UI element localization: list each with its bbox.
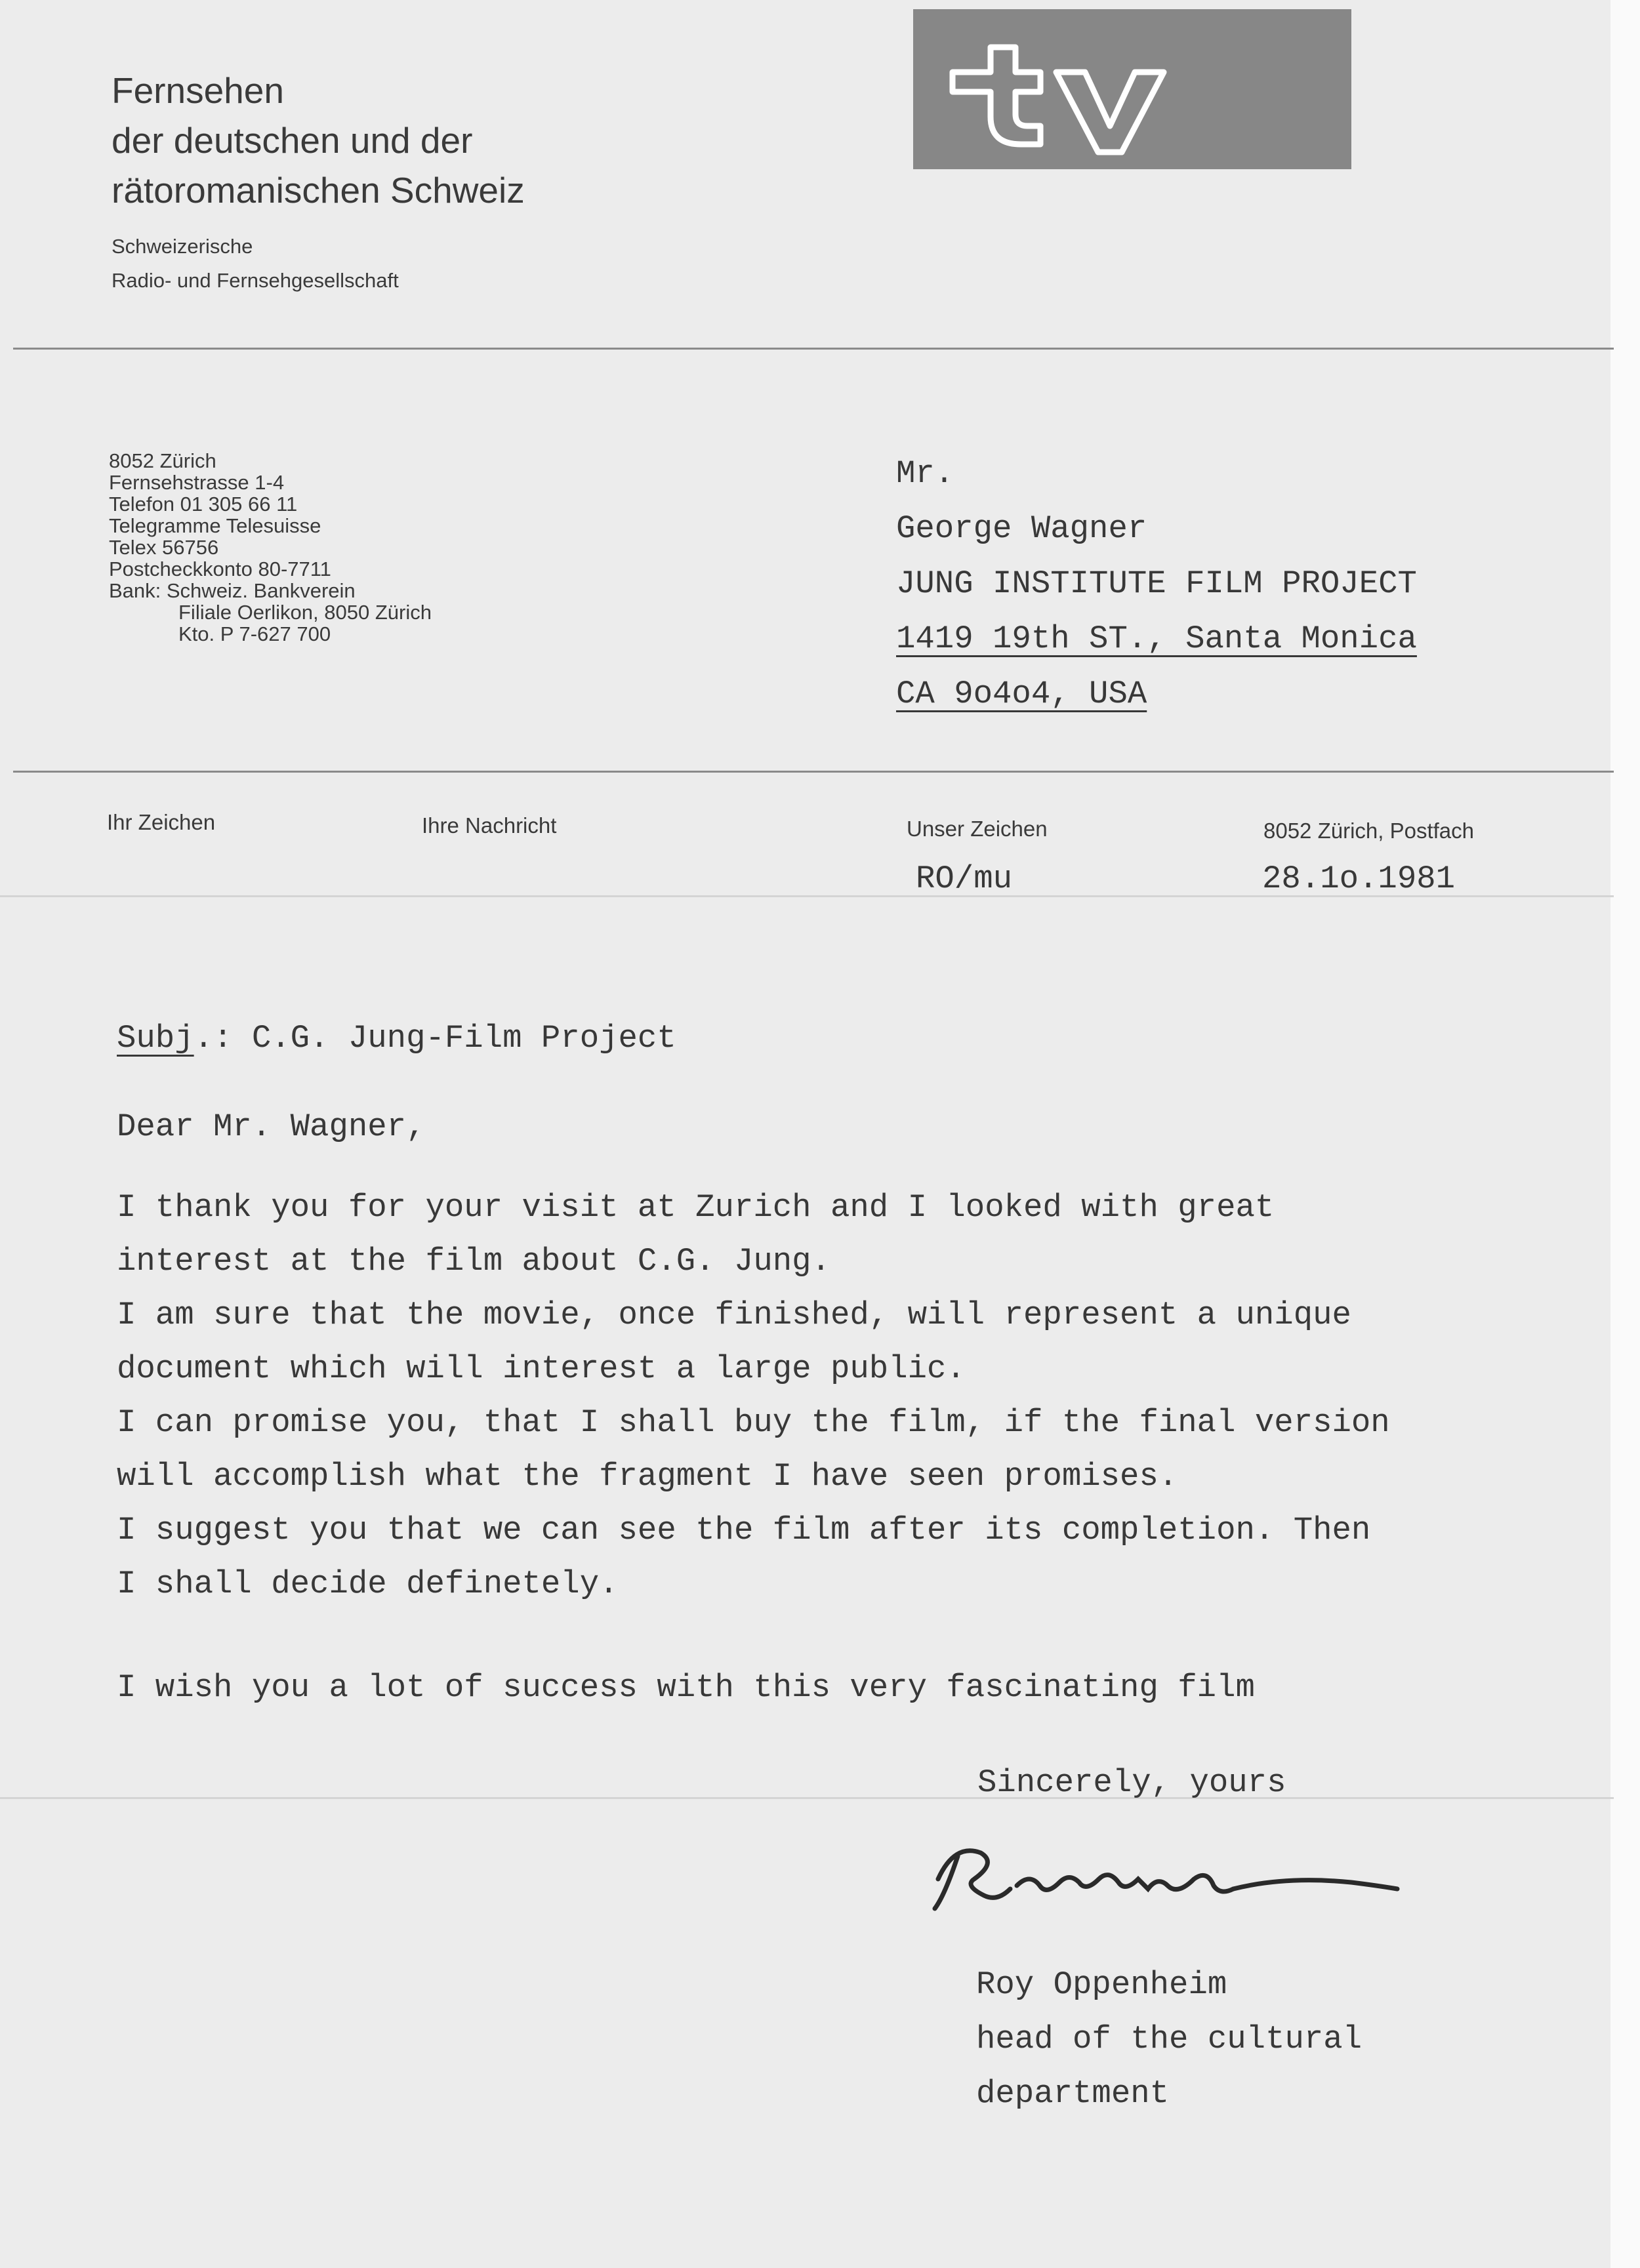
signature-icon: [918, 1817, 1417, 1935]
subject-line: [117, 1020, 676, 1057]
sign-off: Sincerely, yours: [977, 1764, 1286, 1801]
tv-logo-icon: [913, 9, 1351, 169]
address-line: Fernsehstrasse 1-4: [109, 471, 285, 494]
recipient-address: [896, 446, 1417, 721]
recipient-organization: JUNG INSTITUTE FILM PROJECT: [896, 565, 1417, 602]
organization-name: [112, 66, 525, 215]
place-label: 8052 Zürich, Postfach: [1263, 819, 1475, 843]
organization-subtitle: [112, 230, 399, 298]
handwritten-signature: [918, 1817, 1417, 1935]
signer-title: head of the cultural: [976, 2021, 1363, 2057]
address-line: Telex 56756: [109, 536, 219, 559]
sender-address: [109, 450, 432, 645]
recipient-name: George Wagner: [896, 510, 1147, 547]
org-line: rätoromanischen Schweiz: [112, 170, 525, 211]
tv-logo: [913, 9, 1351, 169]
letter-body: [117, 1181, 1390, 1611]
ihr-zeichen-label: Ihr Zeichen: [107, 810, 216, 834]
address-line: Postcheckkonto 80-7711: [109, 557, 331, 580]
address-line: Telefon 01 305 66 11: [109, 493, 298, 516]
recipient-title: Mr.: [896, 455, 954, 492]
body-line: document which will interest a large public.: [117, 1350, 966, 1387]
recipient-street: 1419 19th ST., Santa Monica: [896, 620, 1417, 657]
header-rule: [13, 348, 1614, 350]
org-line: der deutschen und der: [112, 120, 473, 161]
body-line: interest at the film about C.G. Jung.: [117, 1243, 830, 1280]
signer-title: department: [976, 2075, 1170, 2112]
sub-org-line: Schweizerische: [112, 235, 253, 258]
letter-date: 28.1o.1981: [1262, 861, 1456, 897]
address-rule: [13, 771, 1614, 773]
salutation: Dear Mr. Wagner,: [117, 1108, 426, 1145]
address-line: Kto. P 7-627 700: [178, 622, 331, 645]
body-line: I thank you for your visit at Zurich and I looked with great: [117, 1189, 1275, 1226]
recipient-city: CA 9o4o4, USA: [896, 676, 1147, 712]
address-line: Filiale Oerlikon, 8050 Zürich: [178, 601, 432, 624]
signer-block: [976, 1958, 1362, 2121]
body-line: I can promise you, that I shall buy the film, if the final version: [117, 1404, 1390, 1441]
address-line: 8052 Zürich: [109, 449, 216, 472]
subject-text: .: C.G. Jung-Film Project: [194, 1020, 676, 1057]
body-line: I am sure that the movie, once finished, will represent a unique: [117, 1297, 1351, 1333]
sub-org-line: Radio- und Fernsehgesellschaft: [112, 269, 399, 292]
closing-line: I wish you a lot of success with this very fascinating film: [117, 1669, 1255, 1706]
ihre-nachricht-label: Ihre Nachricht: [422, 813, 557, 838]
unser-zeichen-label: Unser Zeichen: [907, 817, 1048, 841]
signer-name: Roy Oppenheim: [976, 1966, 1227, 2003]
body-line: I shall decide definetely.: [117, 1566, 619, 1602]
org-line: Fernsehen: [112, 70, 284, 111]
address-line: Bank: Schweiz. Bankverein: [109, 579, 356, 602]
fold-line: [0, 1797, 1614, 1799]
subject-label: Subj: [117, 1020, 194, 1057]
unser-zeichen-value: RO/mu: [916, 861, 1013, 897]
body-line: I suggest you that we can see the film after its completion. Then: [117, 1512, 1371, 1549]
paper-edge: [1610, 0, 1640, 2268]
body-line: will accomplish what the fragment I have seen promises.: [117, 1458, 1178, 1495]
address-line: Telegramme Telesuisse: [109, 514, 321, 537]
